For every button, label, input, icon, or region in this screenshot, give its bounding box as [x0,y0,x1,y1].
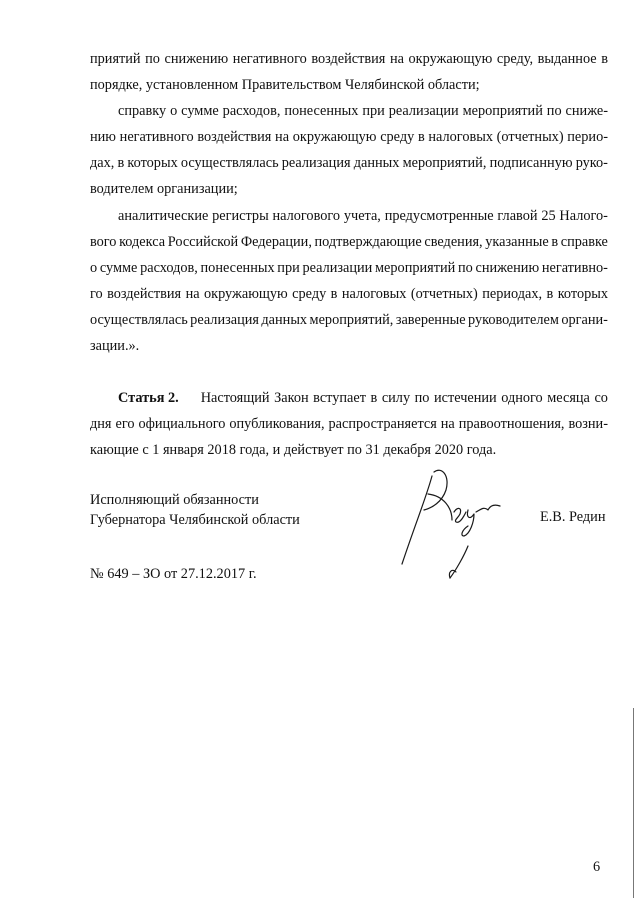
word: расходов, [222,103,281,120]
expenses-line-2 [90,124,608,150]
word: в [546,285,554,302]
word: мероприятий, [309,311,394,328]
word: подписанную [489,155,573,172]
word: воздействия [107,285,182,302]
word: в [551,233,559,250]
word: налогового [272,207,341,224]
word: снижению [475,259,540,276]
word: дня [90,416,112,433]
word: 25 [541,207,556,224]
word: окружающую [203,285,288,302]
expenses-line-1 [90,98,608,124]
document-number: № 649 – ЗО от 27.12.2017 г. [90,566,257,582]
word: реализации [302,259,373,276]
word: указанные [485,233,549,250]
word: налоговых [341,285,407,302]
word: предусмотренные [384,207,494,224]
word: которых [557,285,608,302]
word: распространяется [328,416,437,433]
word: в [117,155,125,172]
word: Налого- [559,207,608,224]
word: нию [90,129,116,146]
word: при [277,259,300,276]
word: (отчетных) [410,285,478,302]
word: реализации [388,103,459,120]
word: на [185,285,200,302]
word: на [275,129,290,146]
word: руководителем [468,311,559,328]
word: го [90,285,103,302]
word: среду, [496,51,534,67]
word: при [362,103,385,120]
word: реализация [190,311,259,328]
word: его [115,416,135,433]
word: правоотношения, [458,416,565,433]
word: окружающую [292,129,377,146]
article2-line-2 [90,411,608,437]
registers-line-4 [90,281,608,307]
continuation-line-2: порядке, установленном Правительством Челябинской области; [90,77,480,94]
signatory-title [90,490,300,530]
word: опубликования, [229,416,325,433]
document-body [90,46,608,463]
word: выданное [537,51,597,67]
word: регистры [212,207,269,224]
word: заверенные [395,311,466,328]
word: сниже- [565,103,608,120]
word: официального [138,416,226,433]
word: со [594,390,608,407]
page-number: 6 [593,859,601,875]
word: в [370,390,378,407]
word: среду [380,129,415,146]
word: справку [118,103,167,120]
word: негативного [232,51,307,67]
handwritten-signature [388,460,508,590]
expenses-line-3 [90,150,608,176]
word: в [330,285,338,302]
word: месяца [547,390,590,407]
word: негативного [119,129,194,146]
word: негативно- [541,259,608,276]
registers-line-3 [90,255,608,281]
word: которых [127,155,178,172]
article2-line-3: кающие с 1 января 2018 года, и действует по 31 декабря 2020 года. [90,442,497,459]
word: снижению [164,51,229,67]
registers-line-6: зации.». [90,338,140,355]
registers-line-5 [90,307,608,333]
continuation-line-1 [90,46,608,72]
scan-edge-line [633,708,634,898]
word: сумме [99,259,138,276]
word: по [414,390,430,407]
word: реализация [281,155,351,172]
word: осуществлялась [90,311,188,328]
word: кодекса [119,233,166,250]
word: окружающую [408,51,493,67]
word: аналитические [118,207,209,224]
signatory-title-line-2: Губернатора Челябинской области [90,512,300,528]
word: одного [501,390,543,407]
word: налоговых [428,129,493,146]
registers-line-2 [90,229,608,255]
word: в [417,129,425,146]
word: вступает [313,390,366,407]
word: силу [381,390,411,407]
word: приятий [90,51,141,67]
word: Закон [274,390,309,407]
word: истечении [433,390,497,407]
word: главой [497,207,538,224]
word: мероприятий [462,103,543,120]
word: воздействия [197,129,272,146]
word: подтверждающие [314,233,422,250]
registers-line-1 [90,203,608,229]
word: осуществлялась [180,155,279,172]
word: возни- [568,416,608,433]
word: перио- [567,129,608,146]
word: справке [560,233,608,250]
word: Настоящий [200,390,270,407]
signatory-title-line-1: Исполняющий обязанности [90,492,259,508]
word: расходов, [140,259,198,276]
signatory-name: Е.В. Редин [540,509,606,525]
word: в [601,51,608,67]
word: на [440,416,455,433]
word: на [389,51,404,67]
word: о [90,259,98,276]
word: вого [90,233,117,250]
word: понесенных [200,259,275,276]
word: Российской [167,233,239,250]
article2-label: Статья 2. [118,390,179,407]
word: о [170,103,178,120]
expenses-line-4: водителем организации; [90,181,238,198]
word: воздействия [311,51,386,67]
word: мероприятий, [402,155,487,172]
word: сумме [181,103,219,120]
word: периодах, [482,285,543,302]
word: по [457,259,473,276]
word: данных [261,311,308,328]
word: по [145,51,160,67]
word: понесенных [284,103,359,120]
article2-line-1 [90,385,608,411]
word: руко- [575,155,608,172]
article2-line-1-text [201,385,608,411]
word: мероприятий [375,259,456,276]
word: дах, [90,155,115,172]
word: (отчетных) [496,129,564,146]
word: среду [292,285,327,302]
word: органи- [561,311,608,328]
word: учета, [343,207,381,224]
word: сведения, [424,233,483,250]
word: данных [353,155,400,172]
word: Федерации, [240,233,312,250]
word: по [546,103,562,120]
